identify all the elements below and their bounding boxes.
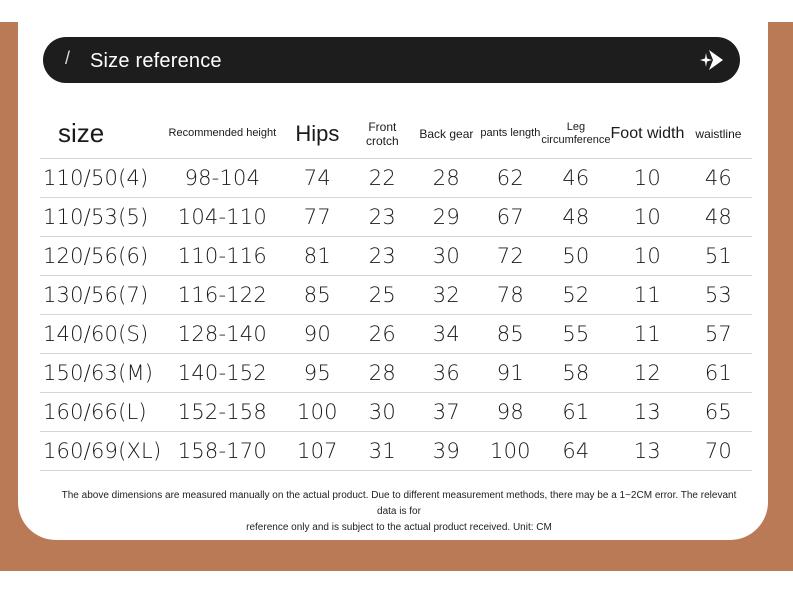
cell-hips: 85 — [283, 276, 351, 315]
cell-front-crotch: 28 — [351, 354, 413, 393]
cell-hips: 107 — [283, 432, 351, 471]
table-header-row — [40, 110, 752, 159]
cell-height: 104-110 — [161, 198, 283, 237]
cell-front-crotch: 30 — [351, 393, 413, 432]
col-header-pants-length: pants length — [479, 110, 541, 159]
cell-foot: 10 — [610, 198, 684, 237]
cell-height: 110-116 — [161, 237, 283, 276]
measurement-footnote — [54, 488, 744, 536]
cell-leg: 46 — [541, 159, 610, 198]
col-header-front-crotch: Front crotch — [351, 110, 413, 159]
cell-hips: 100 — [283, 393, 351, 432]
cell-pants-length: 91 — [479, 354, 541, 393]
table-row — [40, 393, 752, 432]
cell-pants-length: 100 — [479, 432, 541, 471]
cell-size: 150/63(M) — [40, 354, 161, 393]
table-row — [40, 237, 752, 276]
cell-front-crotch: 25 — [351, 276, 413, 315]
footnote-line-1: The above dimensions are measured manually on the actual product. Due to different measurement methods, there may be a 1~2CM error. The relevant data is for — [61, 490, 737, 517]
cell-waist: 61 — [684, 354, 752, 393]
col-header-hips: Hips — [283, 110, 351, 159]
cell-height: 158-170 — [161, 432, 283, 471]
footnote-line-2: reference only and is subject to the actual product received. Unit: CM — [246, 522, 552, 533]
cell-height: 116-122 — [161, 276, 283, 315]
cell-front-crotch: 26 — [351, 315, 413, 354]
cell-back-gear: 32 — [413, 276, 479, 315]
cell-size: 110/50(4) — [40, 159, 161, 198]
cell-foot: 10 — [610, 159, 684, 198]
cell-back-gear: 30 — [413, 237, 479, 276]
header-bar — [43, 37, 740, 83]
cell-front-crotch: 22 — [351, 159, 413, 198]
cell-foot: 13 — [610, 393, 684, 432]
cell-back-gear: 29 — [413, 198, 479, 237]
cell-leg: 50 — [541, 237, 610, 276]
cell-waist: 51 — [684, 237, 752, 276]
cell-back-gear: 36 — [413, 354, 479, 393]
page-title: Size reference — [90, 50, 222, 72]
cell-leg: 58 — [541, 354, 610, 393]
cell-hips: 81 — [283, 237, 351, 276]
cell-foot: 11 — [610, 276, 684, 315]
cell-size: 160/69(XL) — [40, 432, 161, 471]
cell-height: 98-104 — [161, 159, 283, 198]
table-row — [40, 315, 752, 354]
cell-leg: 64 — [541, 432, 610, 471]
cell-waist: 53 — [684, 276, 752, 315]
cell-foot: 12 — [610, 354, 684, 393]
cell-front-crotch: 23 — [351, 237, 413, 276]
cell-leg: 55 — [541, 315, 610, 354]
cell-front-crotch: 23 — [351, 198, 413, 237]
cell-hips: 74 — [283, 159, 351, 198]
cell-leg: 61 — [541, 393, 610, 432]
cell-pants-length: 78 — [479, 276, 541, 315]
cell-height: 128-140 — [161, 315, 283, 354]
cell-size: 120/56(6) — [40, 237, 161, 276]
cell-pants-length: 72 — [479, 237, 541, 276]
table-row — [40, 276, 752, 315]
cell-waist: 70 — [684, 432, 752, 471]
cell-height: 152-158 — [161, 393, 283, 432]
cell-size: 160/66(L) — [40, 393, 161, 432]
col-header-back-gear: Back gear — [413, 110, 479, 159]
cell-waist: 48 — [684, 198, 752, 237]
cell-height: 140-152 — [161, 354, 283, 393]
cell-waist: 57 — [684, 315, 752, 354]
size-table — [40, 110, 752, 471]
table-body — [40, 159, 752, 471]
cell-back-gear: 34 — [413, 315, 479, 354]
col-header-waistline: waistline — [684, 110, 752, 159]
cell-pants-length: 98 — [479, 393, 541, 432]
cell-back-gear: 28 — [413, 159, 479, 198]
cell-hips: 77 — [283, 198, 351, 237]
cell-leg: 48 — [541, 198, 610, 237]
cell-hips: 95 — [283, 354, 351, 393]
cell-pants-length: 85 — [479, 315, 541, 354]
table-row — [40, 432, 752, 471]
table-row — [40, 159, 752, 198]
cell-pants-length: 67 — [479, 198, 541, 237]
cell-back-gear: 37 — [413, 393, 479, 432]
cell-hips: 90 — [283, 315, 351, 354]
cell-size: 130/56(7) — [40, 276, 161, 315]
col-header-leg-circumference: Leg circumference — [541, 110, 610, 159]
cell-front-crotch: 31 — [351, 432, 413, 471]
col-header-size: size — [40, 110, 161, 159]
cell-waist: 65 — [684, 393, 752, 432]
col-header-height: Recommended height — [161, 110, 283, 159]
cell-size: 110/53(5) — [40, 198, 161, 237]
cell-pants-length: 62 — [479, 159, 541, 198]
table-row — [40, 198, 752, 237]
cell-leg: 52 — [541, 276, 610, 315]
cell-size: 140/60(S) — [40, 315, 161, 354]
cell-waist: 46 — [684, 159, 752, 198]
star-arrow-logo-icon — [696, 47, 724, 73]
table-row — [40, 354, 752, 393]
cell-foot: 13 — [610, 432, 684, 471]
cell-foot: 11 — [610, 315, 684, 354]
cell-foot: 10 — [610, 237, 684, 276]
header-slash: / — [65, 48, 71, 68]
col-header-foot-width: Foot width — [610, 110, 684, 159]
cell-back-gear: 39 — [413, 432, 479, 471]
